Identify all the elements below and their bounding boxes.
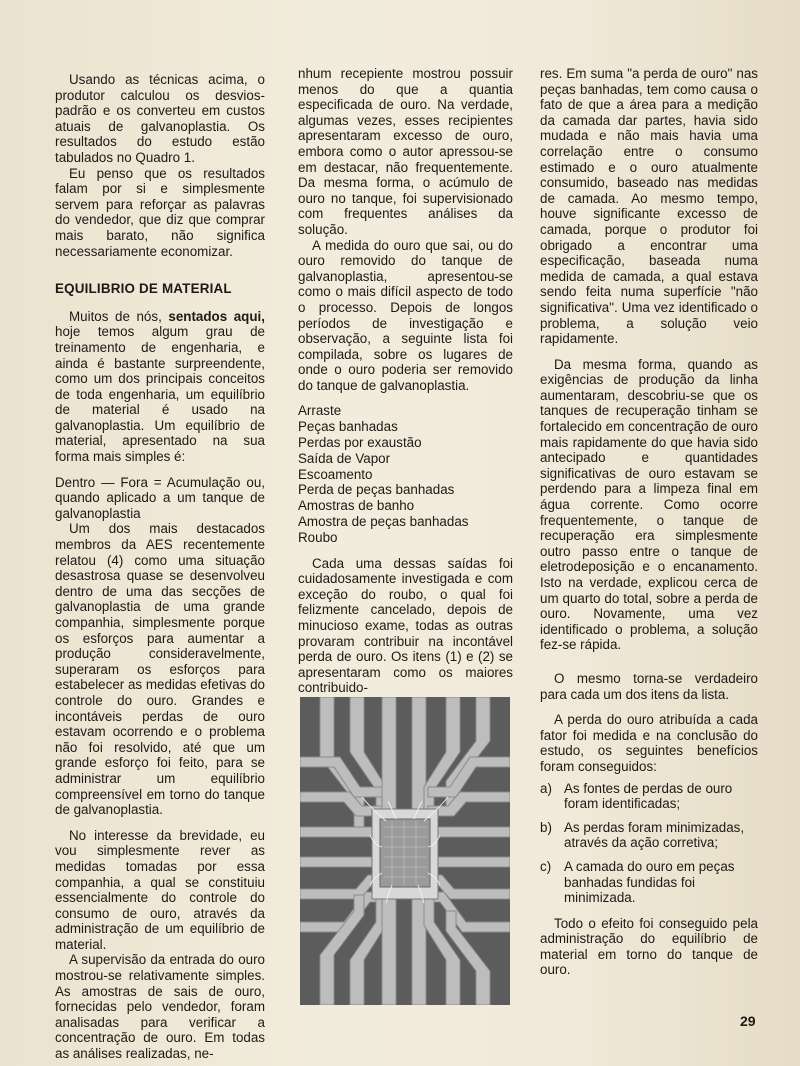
page-number: 29 [740,1013,756,1029]
paragraph [55,309,265,465]
list-item: Perda de peças banhadas [298,482,455,498]
formula-text: Dentro — Fora = Acumulação ou, quando aplicado a um tanque de galvanoplastia [55,474,265,521]
list-marker: b) [540,819,552,835]
section-heading: EQUILIBRIO DE MATERIAL [55,281,232,297]
text-run: hoje temos algum grau de treinamento de engenharia, e ainda é bastante surpreendente, como um dos principais conceitos de toda engenharia, um equilíbrio de material é usado na galvanoplastia. Um equilíbrio de material, apresentado na sua forma mais simples é: [55,324,265,465]
chip-photo [300,697,510,1005]
paragraph: O mesmo torna-se verdadeiro para cada um dos itens da lista. [540,670,758,702]
list-item: Roubo [298,529,338,545]
list-marker: a) [540,780,552,796]
list-item [540,859,758,906]
outflow-list [298,403,513,545]
list-item [540,820,758,851]
chip-photo-graphic [300,697,510,1005]
paragraph: A medida do ouro que sai, ou do ouro removido do tanque de galvanoplastia, apresentou-se como o mais difícil aspecto de todo o processo. Depois de longos períodos de investigação e observação, a seguinte lista foi compilada, sobre os lugares de onde o ouro poderia ser removido do tanque de galvanoplastia. [298,237,513,393]
paragraph: res. Em suma "a perda de ouro" nas peças banhadas, tem como causa o fato de que a área para a medição da camada dar partes, havia sido mudada e não mais havia uma correlação entre o consumo estimado e o ouro atualmente consumido, baseado nas medidas de camada. Ao mesmo tempo, houve significante excesso de camada, porque o produtor foi obrigado a encontrar uma especificação, baseada numa medida de camada, a qual estava sendo feita numa superfície "não significativa". Uma vez identificado o problema, a solução veio rapidamente. [540,66,758,347]
paragraph: Cada uma dessas saídas foi cuidadosamente investigada e com exceção do roubo, o qual foi felizmente cancelado, depois de minucioso exame, todas as outras provaram contribuir na incontável perda de ouro. Os itens (1) e (2) se apresentaram como os maiores contribuido- [298,555,513,696]
list-item: Saída de Vapor [298,450,391,466]
list-item [540,781,758,812]
paragraph: No interesse da brevidade, eu vou simplesmente rever as medidas tomadas por essa companhia, a qual se constituiu essencialmente do controle do consumo de ouro, através da administração de um equilíbrio de material. [55,827,265,952]
paragraph: Um dos mais destacados membros da AES recentemente relatou (4) como uma situação desastrosa quase se desenvolveu dentro de uma das secções de galvanoplastia de uma grande companhia, simplesmente porque os esforços para aumentar a produção consideravelmente, superaram os esforços para estabelecer as medidas efetivas do controle do ouro. Grandes e incontáveis perdas de ouro estavam ocorrendo e o problema não foi resolvido, até que um grande esforço foi feito, para se administrar um equilíbrio compreensível em torno do tanque de galvanoplastia. [55,521,265,818]
paragraph: nhum recepiente mostrou possuir menos do que a quantia especificada de ouro. Na verdade, algumas vezes, esses recipientes apresentaram excesso de ouro, embora como o autor apressou-se em destacar, não frequentemente. Da mesma forma, o acúmulo de ouro no tanque, foi supervisionado com frequentes análises da solução. [298,66,513,237]
list-text: As fontes de perdas de ouro foram identificadas; [564,780,733,812]
list-item: Arraste [298,403,342,419]
text-run: Muitos de nós, [69,308,169,324]
list-item: Peças banhadas [298,419,398,435]
list-item: Amostras de banho [298,498,415,514]
list-item: Amostra de peças banhadas [298,514,469,530]
list-item: Perdas por exaustão [298,435,422,451]
list-item: Escoamento [298,466,373,482]
paragraph: Usando as técnicas acima, o produtor calculou os desvios-padrão e os converteu em custos atuais de galvanoplastia. Os resultados do estudo estão tabulados no Quadro 1. [55,72,265,165]
paragraph: Da mesma forma, quando as exigências de produção da linha aumentaram, descobriu-se que os tanques de recuperação tinham se fortalecido em concentração de ouro mais rapidamente do que havia sido antecipado e quantidades significativas de ouro estavam se perdendo para a limpeza final em água corrente. Como ocorre frequentemente, o tanque de recuperação era simplesmente outro passo entre o tanque de eletrodeposição e o encanamento. Isto na verdade, explicou cerca de um quarto do total, sobre a perda de ouro. Novamente, uma vez identificado o problema, a solução fez-se rápida. [540,356,758,653]
list-text: As perdas foram minimizadas, através da ação corretiva; [564,819,745,851]
paragraph: Todo o efeito foi conseguido pela administração do equilíbrio de material em torno do tanque de ouro. [540,915,758,978]
bold-text: sentados aqui, [168,308,265,324]
paragraph: A supervisão da entrada do ouro mostrou-se relativamente simples. As amostras de sais de ouro, fornecidas pelo vendedor, foram analisadas para verificar a concentração de ouro. Em todas as análises realizadas, ne- [55,952,265,1062]
list-text: A camada do ouro em peças banhadas fundidas foi minimizada. [564,858,735,906]
column-3 [540,66,758,978]
paragraph: A perda do ouro atribuída a cada fator foi medida e na conclusão do estudo, os seguintes benefícios foram conseguidos: [540,712,758,774]
benefits-list [540,781,758,906]
list-marker: c) [540,858,552,874]
column-2 [298,66,513,696]
paragraph: Eu penso que os resultados falam por si e simplesmente servem para reforçar as palavras do vendedor, que diz que comprar mais barato, não significa necessariamente economizar. [55,165,265,259]
column-1 [55,72,265,1062]
